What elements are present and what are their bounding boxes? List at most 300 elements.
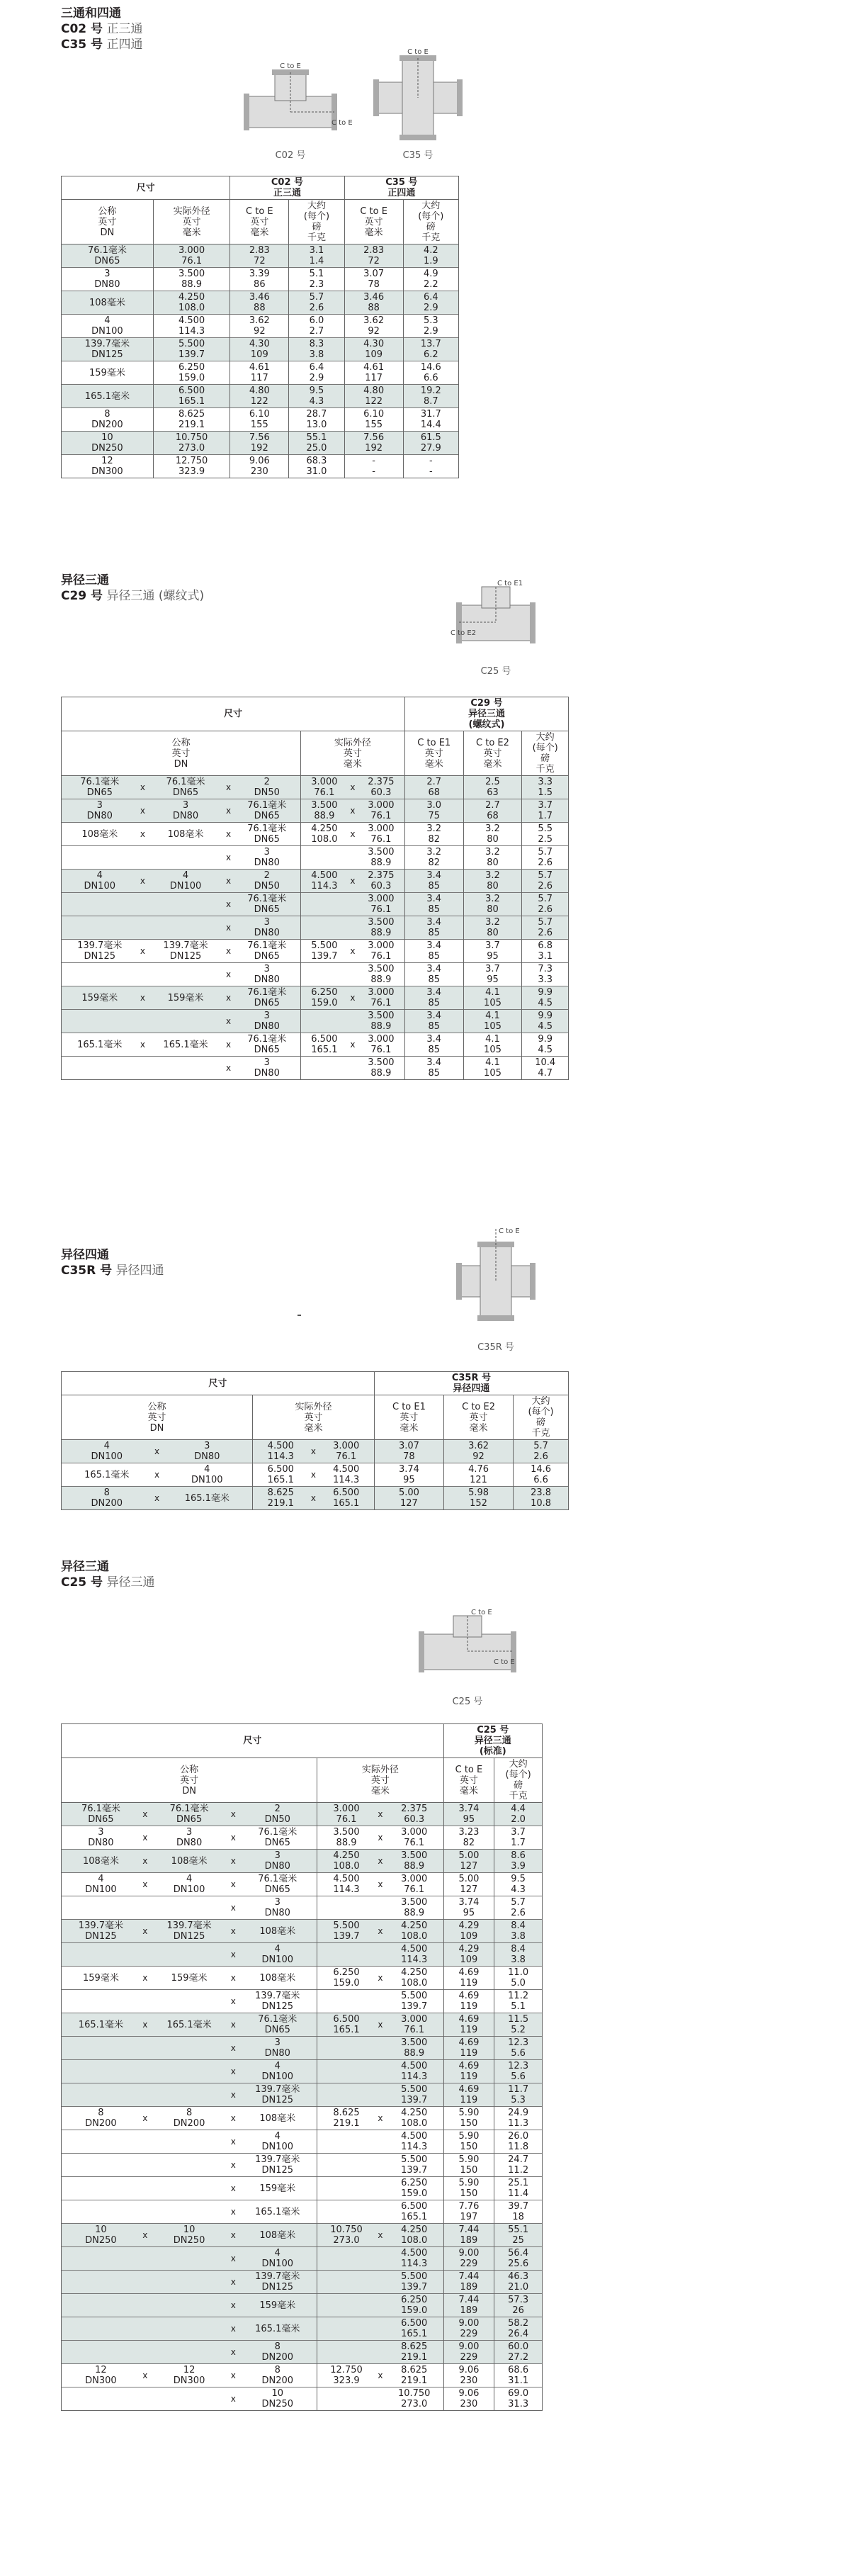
table-cell: 9.06 230 — [230, 455, 289, 478]
table-cell: 10 DN250 — [150, 2224, 229, 2247]
table-cell: 4.61 117 — [230, 361, 289, 385]
times-sign: x — [224, 823, 234, 846]
times-sign: x — [137, 870, 147, 893]
table-cell: 76.1毫米 DN65 — [62, 776, 138, 799]
table-cell: 3.39 86 — [230, 268, 289, 291]
table-cell — [62, 1896, 140, 1920]
times-sign: x — [228, 1896, 238, 1920]
table-row — [62, 2013, 543, 2037]
times-sign: x — [228, 2130, 238, 2154]
table-cell: 5.500 139.7 — [153, 338, 230, 361]
times-sign: x — [228, 1990, 238, 2013]
table-cell: 14.6 6.6 — [403, 361, 458, 385]
model-line: C25 号 异径三通 — [61, 1575, 155, 1590]
table-cell: 139.7毫米 DN125 — [62, 1920, 140, 1943]
table-cell: 4.2 1.9 — [403, 244, 458, 268]
times-sign: x — [140, 1850, 150, 1873]
table-cell: 5.5 2.5 — [522, 823, 569, 846]
times-sign: x — [228, 2247, 238, 2271]
table-cell: 4 DN100 — [238, 1943, 317, 1967]
header-size: 尺寸 — [62, 1724, 444, 1758]
table-cell — [62, 2083, 140, 2107]
times-sign — [137, 916, 147, 940]
table-cell: 3.46 88 — [344, 291, 403, 315]
table-cell: 3.2 80 — [463, 893, 522, 916]
times-sign: x — [224, 916, 234, 940]
times-sign: x — [308, 1463, 318, 1487]
table-cell: 8.625 219.1 — [253, 1487, 309, 1510]
table-row — [62, 1826, 543, 1850]
times-sign — [140, 2083, 150, 2107]
reducing-tee-drawing — [450, 580, 538, 663]
times-sign: x — [224, 986, 234, 1010]
table-cell: 3.2 80 — [463, 870, 522, 893]
table-cell: 12.750 323.9 — [317, 2364, 375, 2387]
section-tees-crosses — [61, 6, 142, 52]
table-cell: 4 DN100 — [162, 1463, 253, 1487]
figure-caption: C02 号 — [275, 150, 306, 161]
table-cell: 108毫米 — [150, 1850, 229, 1873]
table-cell: 159毫米 — [62, 1967, 140, 1990]
table-cell — [62, 963, 138, 986]
table-cell: 159毫米 — [62, 986, 138, 1010]
times-sign: x — [228, 2060, 238, 2083]
table-cell: 108毫米 — [238, 1967, 317, 1990]
table-cell: 3.500 88.9 — [153, 268, 230, 291]
table-cell — [317, 2294, 375, 2317]
header-weight: 大约 (每个) 磅 千克 — [289, 200, 344, 244]
table-cell: 4.69 119 — [443, 2013, 494, 2037]
table-cell: 6.500 165.1 — [317, 2013, 375, 2037]
table-cell: 3.500 88.9 — [358, 1010, 405, 1033]
table-cell: 4.500 114.3 — [153, 315, 230, 338]
times-sign: x — [140, 2013, 150, 2037]
times-sign: x — [228, 2294, 238, 2317]
times-sign: x — [228, 2224, 238, 2247]
figure-caption: C25 号 — [452, 1697, 483, 1707]
table-cell: 76.1毫米 DN65 — [238, 1826, 317, 1850]
table-cell: 25.1 11.4 — [494, 2177, 543, 2200]
times-sign — [375, 2037, 385, 2060]
table-row — [62, 1057, 569, 1080]
table-cell — [62, 2130, 140, 2154]
times-sign: x — [140, 1873, 150, 1896]
times-sign — [375, 2083, 385, 2107]
table-cell: 4 DN100 — [238, 2247, 317, 2271]
table-cell: 26.0 11.8 — [494, 2130, 543, 2154]
table-row — [62, 2387, 543, 2411]
table-cell: 4.250 108.0 — [300, 823, 348, 846]
table-cell: 8 DN200 — [62, 408, 154, 432]
table-cell: 4.69 119 — [443, 2060, 494, 2083]
table-cell: 3 DN80 — [147, 799, 223, 823]
table-cell: 2.83 72 — [344, 244, 403, 268]
table-cell: 3.000 76.1 — [318, 1440, 374, 1463]
times-sign: x — [224, 776, 234, 799]
times-sign: x — [375, 2013, 385, 2037]
times-sign: x — [348, 776, 358, 799]
table-cell: 3.000 76.1 — [300, 776, 348, 799]
table-row — [62, 823, 569, 846]
table-cell: 3.000 76.1 — [358, 823, 405, 846]
times-sign: x — [224, 893, 234, 916]
times-sign — [375, 2317, 385, 2341]
times-sign — [137, 1057, 147, 1080]
table-cell: 3.500 88.9 — [358, 916, 405, 940]
table-cell — [300, 1057, 348, 1080]
table-cell: 4 DN100 — [147, 870, 223, 893]
table-cell: 9.06 230 — [443, 2364, 494, 2387]
table-cell: 2.7 68 — [404, 776, 463, 799]
header-nominal: 公称 英寸 DN — [62, 200, 154, 244]
table-cell: 139.7毫米 DN125 — [150, 1920, 229, 1943]
table-cell: 5.00 127 — [443, 1850, 494, 1873]
table-cell: - - — [403, 455, 458, 478]
table-cell — [150, 2154, 229, 2177]
times-sign: x — [348, 1033, 358, 1057]
table-cell: 7.44 189 — [443, 2294, 494, 2317]
header-c02: C02 号 正三通 — [230, 176, 344, 200]
table-cell: 3.000 76.1 — [385, 1873, 443, 1896]
table-row — [62, 916, 569, 940]
table-cell: 4 DN100 — [62, 1440, 152, 1463]
table-cell — [62, 1943, 140, 1967]
table-cell: 4.1 105 — [463, 1033, 522, 1057]
table-cell: 8.625 219.1 — [317, 2107, 375, 2130]
table-cell: 3 DN80 — [238, 2037, 317, 2060]
times-sign: x — [137, 940, 147, 963]
table-cell: 6.500 165.1 — [300, 1033, 348, 1057]
table-cell: 19.2 8.7 — [403, 385, 458, 408]
table-cell: 3.62 92 — [344, 315, 403, 338]
table-cell — [147, 846, 223, 870]
table-cell: 9.9 4.5 — [522, 1010, 569, 1033]
table-cell — [150, 2317, 229, 2341]
header-nominal: 公称 英寸 DN — [62, 1758, 317, 1803]
table-cell: - - — [344, 455, 403, 478]
times-sign: x — [375, 1920, 385, 1943]
table-cell: 61.5 27.9 — [403, 432, 458, 455]
times-sign — [137, 1010, 147, 1033]
table-row — [62, 2037, 543, 2060]
times-sign: x — [228, 1943, 238, 1967]
table-cell: 4.250 108.0 — [317, 1850, 375, 1873]
table-cell: 3.500 88.9 — [358, 1057, 405, 1080]
table-cell: 3.4 85 — [404, 893, 463, 916]
section-title: 异径四通 — [61, 1248, 109, 1262]
table-cell: 159毫米 — [238, 2177, 317, 2200]
table-cell: 3.000 76.1 — [358, 940, 405, 963]
table-cell — [317, 1943, 375, 1967]
table-cell: 3.500 88.9 — [385, 2037, 443, 2060]
times-sign: x — [228, 2387, 238, 2411]
section-reducing-cross — [61, 1247, 164, 1278]
times-sign: x — [228, 1873, 238, 1896]
header-cte1: C to E1 英寸 毫米 — [374, 1395, 443, 1440]
scan-mark — [298, 1315, 301, 1316]
table-cell — [317, 2130, 375, 2154]
table-cell: 3.000 76.1 — [385, 2013, 443, 2037]
table-row — [62, 2177, 543, 2200]
table-cell: 5.7 2.6 — [522, 893, 569, 916]
table-cell: 3.500 88.9 — [317, 1826, 375, 1850]
table-cell — [62, 2317, 140, 2341]
section-reducing-tee-threaded — [61, 573, 204, 604]
table-cell: 108毫米 — [238, 1920, 317, 1943]
table-cell — [150, 2037, 229, 2060]
table-cell: 4.30 109 — [344, 338, 403, 361]
times-sign: x — [308, 1487, 318, 1510]
table-row — [62, 1967, 543, 1990]
table-row — [62, 432, 459, 455]
table-row — [62, 1487, 569, 1510]
table-cell — [150, 2247, 229, 2271]
table-cell: 5.500 139.7 — [385, 2154, 443, 2177]
table-cell: 3.2 80 — [463, 846, 522, 870]
header-weight: 大约 (每个) 磅 千克 — [494, 1758, 543, 1803]
table-cell: 5.7 2.6 — [522, 870, 569, 893]
times-sign — [375, 2060, 385, 2083]
times-sign — [348, 1057, 358, 1080]
table-cell: 4.76 121 — [444, 1463, 514, 1487]
table-cell: 5.00 127 — [443, 1873, 494, 1896]
times-sign: x — [228, 2317, 238, 2341]
table-cell: 4.69 119 — [443, 1967, 494, 1990]
table-cell: 2 DN50 — [234, 776, 301, 799]
table-row — [62, 1920, 543, 1943]
times-sign — [375, 2177, 385, 2200]
table-cell — [300, 893, 348, 916]
table-row — [62, 2130, 543, 2154]
times-sign: x — [228, 2154, 238, 2177]
table-cell: 108毫米 — [62, 1850, 140, 1873]
times-sign — [348, 916, 358, 940]
times-sign: x — [224, 940, 234, 963]
table-cell: 12 DN300 — [150, 2364, 229, 2387]
table-cell — [147, 1057, 223, 1080]
times-sign: x — [348, 870, 358, 893]
table-cell: 7.44 189 — [443, 2271, 494, 2294]
table-row — [62, 1803, 543, 1826]
table-cell: 6.8 3.1 — [522, 940, 569, 963]
table-row — [62, 455, 459, 478]
table-cell: 3.7 1.7 — [522, 799, 569, 823]
times-sign: x — [228, 2013, 238, 2037]
table-cell — [62, 916, 138, 940]
table-cell: 39.7 18 — [494, 2200, 543, 2224]
table-row — [62, 963, 569, 986]
table-cell — [62, 2387, 140, 2411]
table-row — [62, 408, 459, 432]
times-sign: x — [140, 1920, 150, 1943]
times-sign: x — [137, 776, 147, 799]
times-sign: x — [375, 1873, 385, 1896]
header-cte: C to E 英寸 毫米 — [443, 1758, 494, 1803]
table-cell: 2.375 60.3 — [358, 870, 405, 893]
table-cell: 12.3 5.6 — [494, 2060, 543, 2083]
times-sign: x — [152, 1487, 162, 1510]
times-sign — [140, 2317, 150, 2341]
table-cell: 139.7毫米 DN125 — [238, 2271, 317, 2294]
table-cell — [147, 1010, 223, 1033]
table-cell: 5.7 2.6 — [522, 846, 569, 870]
times-sign: x — [228, 2271, 238, 2294]
table-cell: 4.500 114.3 — [385, 2060, 443, 2083]
table-cell: 9.00 229 — [443, 2317, 494, 2341]
table-cell: 2.5 63 — [463, 776, 522, 799]
svg-text:C to E1: C to E1 — [497, 580, 523, 587]
table-cell: 6.250 159.0 — [317, 1967, 375, 1990]
table-cell: 5.90 150 — [443, 2130, 494, 2154]
table-cell: 5.90 150 — [443, 2177, 494, 2200]
table-row — [62, 2341, 543, 2364]
table-row — [62, 2247, 543, 2271]
times-sign — [140, 2060, 150, 2083]
table-row — [62, 776, 569, 799]
table-cell — [317, 2247, 375, 2271]
table-cell: 4.500 114.3 — [385, 1943, 443, 1967]
table-cell: 8.4 3.8 — [494, 1943, 543, 1967]
table-cell: 4.1 105 — [463, 1010, 522, 1033]
figure-caption: C35 号 — [402, 150, 434, 161]
table-cell: 31.7 14.4 — [403, 408, 458, 432]
table-cell — [62, 846, 138, 870]
table-row — [62, 893, 569, 916]
times-sign: x — [224, 1033, 234, 1057]
table-cell — [150, 2083, 229, 2107]
table-cell: 9.9 4.5 — [522, 986, 569, 1010]
table-cell: 3 DN80 — [62, 268, 154, 291]
table-cell: 5.90 150 — [443, 2107, 494, 2130]
table-cell — [300, 916, 348, 940]
table-cell: 7.56 192 — [344, 432, 403, 455]
table-cell — [317, 2200, 375, 2224]
times-sign: x — [228, 1826, 238, 1850]
table-cell: 76.1毫米 DN65 — [62, 244, 154, 268]
table-cell: 3 DN80 — [234, 916, 301, 940]
header-model: C25 号 异径三通 (标准) — [443, 1724, 542, 1758]
table-cell: 8 DN200 — [62, 2107, 140, 2130]
table-cell — [317, 2037, 375, 2060]
table-cell: 4.9 2.2 — [403, 268, 458, 291]
times-sign: x — [228, 2107, 238, 2130]
times-sign: x — [224, 799, 234, 823]
tee-figure — [241, 62, 353, 161]
table-cell — [150, 2387, 229, 2411]
table-cell: 3.74 95 — [443, 1803, 494, 1826]
table-cell: 159毫米 — [238, 2294, 317, 2317]
times-sign — [375, 2130, 385, 2154]
table-cell: 159毫米 — [62, 361, 154, 385]
table-cell: 4.250 108.0 — [385, 2224, 443, 2247]
table-cell: 9.5 4.3 — [494, 1873, 543, 1896]
table-cell: 6.250 159.0 — [300, 986, 348, 1010]
table-cell: 4.500 114.3 — [385, 2130, 443, 2154]
times-sign: x — [137, 823, 147, 846]
times-sign — [375, 1943, 385, 1967]
table-cell: 5.98 152 — [444, 1487, 514, 1510]
table-cell — [150, 2060, 229, 2083]
table-cell: 139.7毫米 DN125 — [238, 2083, 317, 2107]
table-cell — [317, 2060, 375, 2083]
times-sign: x — [228, 2364, 238, 2387]
table-cell: 6.0 2.7 — [289, 315, 344, 338]
table-row — [62, 2060, 543, 2083]
table-cell — [317, 2154, 375, 2177]
table-cell: 3.000 76.1 — [358, 799, 405, 823]
times-sign: x — [375, 1967, 385, 1990]
table-cell — [317, 2177, 375, 2200]
table-cell: 3.500 88.9 — [300, 799, 348, 823]
table-row — [62, 2224, 543, 2247]
table-cell: 76.1毫米 DN65 — [234, 986, 301, 1010]
table-cell: 3 DN80 — [234, 846, 301, 870]
table-cell: 139.7毫米 DN125 — [62, 338, 154, 361]
table-row — [62, 1990, 543, 2013]
times-sign — [137, 963, 147, 986]
times-sign: x — [375, 1826, 385, 1850]
tee-drawing — [241, 62, 353, 147]
times-sign: x — [140, 2364, 150, 2387]
times-sign: x — [228, 2083, 238, 2107]
table-cell: 8.3 3.8 — [289, 338, 344, 361]
table-cell: 9.00 229 — [443, 2247, 494, 2271]
spec-table-c35r — [61, 1371, 569, 1510]
header-c35: C35 号 正四通 — [344, 176, 458, 200]
times-sign — [375, 1990, 385, 2013]
table-cell: 4.500 114.3 — [253, 1440, 309, 1463]
times-sign — [140, 2387, 150, 2411]
table-cell: 3.07 78 — [344, 268, 403, 291]
table-cell: 3.07 78 — [374, 1440, 443, 1463]
model-line: C02 号 正三通 — [61, 22, 143, 36]
table-cell — [62, 893, 138, 916]
table-cell: 46.3 21.0 — [494, 2271, 543, 2294]
table-cell — [300, 1010, 348, 1033]
model-line: C35R 号 异径四通 — [61, 1264, 164, 1278]
table-cell — [150, 2177, 229, 2200]
times-sign: x — [140, 1967, 150, 1990]
table-row — [62, 2154, 543, 2177]
table-row — [62, 986, 569, 1010]
times-sign — [140, 2294, 150, 2317]
table-cell: 9.9 4.5 — [522, 1033, 569, 1057]
cross-drawing — [372, 48, 464, 147]
header-od: 实际外径 英寸 毫米 — [300, 731, 404, 776]
table-cell: 76.1毫米 DN65 — [234, 893, 301, 916]
header-model: C29 号 异径三通 (螺纹式) — [404, 697, 568, 731]
table-cell — [150, 2341, 229, 2364]
times-sign: x — [137, 799, 147, 823]
table-cell: 108毫米 — [238, 2224, 317, 2247]
table-cell: 6.250 159.0 — [153, 361, 230, 385]
table-cell: 3.62 92 — [444, 1440, 514, 1463]
table-row — [62, 1033, 569, 1057]
table-cell: 4.80 122 — [230, 385, 289, 408]
table-cell: 10.750 273.0 — [317, 2224, 375, 2247]
table-cell: 4 DN100 — [62, 315, 154, 338]
times-sign: x — [224, 1010, 234, 1033]
table-row — [62, 2364, 543, 2387]
table-cell: 10 DN250 — [238, 2387, 317, 2411]
svg-text:C to E: C to E — [407, 48, 429, 56]
header-cte2: C to E2 英寸 毫米 — [463, 731, 522, 776]
table-cell: 6.4 2.9 — [403, 291, 458, 315]
table-cell: 139.7毫米 DN125 — [238, 1990, 317, 2013]
table-cell: 68.3 31.0 — [289, 455, 344, 478]
table-row — [62, 799, 569, 823]
figure-caption: C35R 号 — [477, 1342, 514, 1353]
